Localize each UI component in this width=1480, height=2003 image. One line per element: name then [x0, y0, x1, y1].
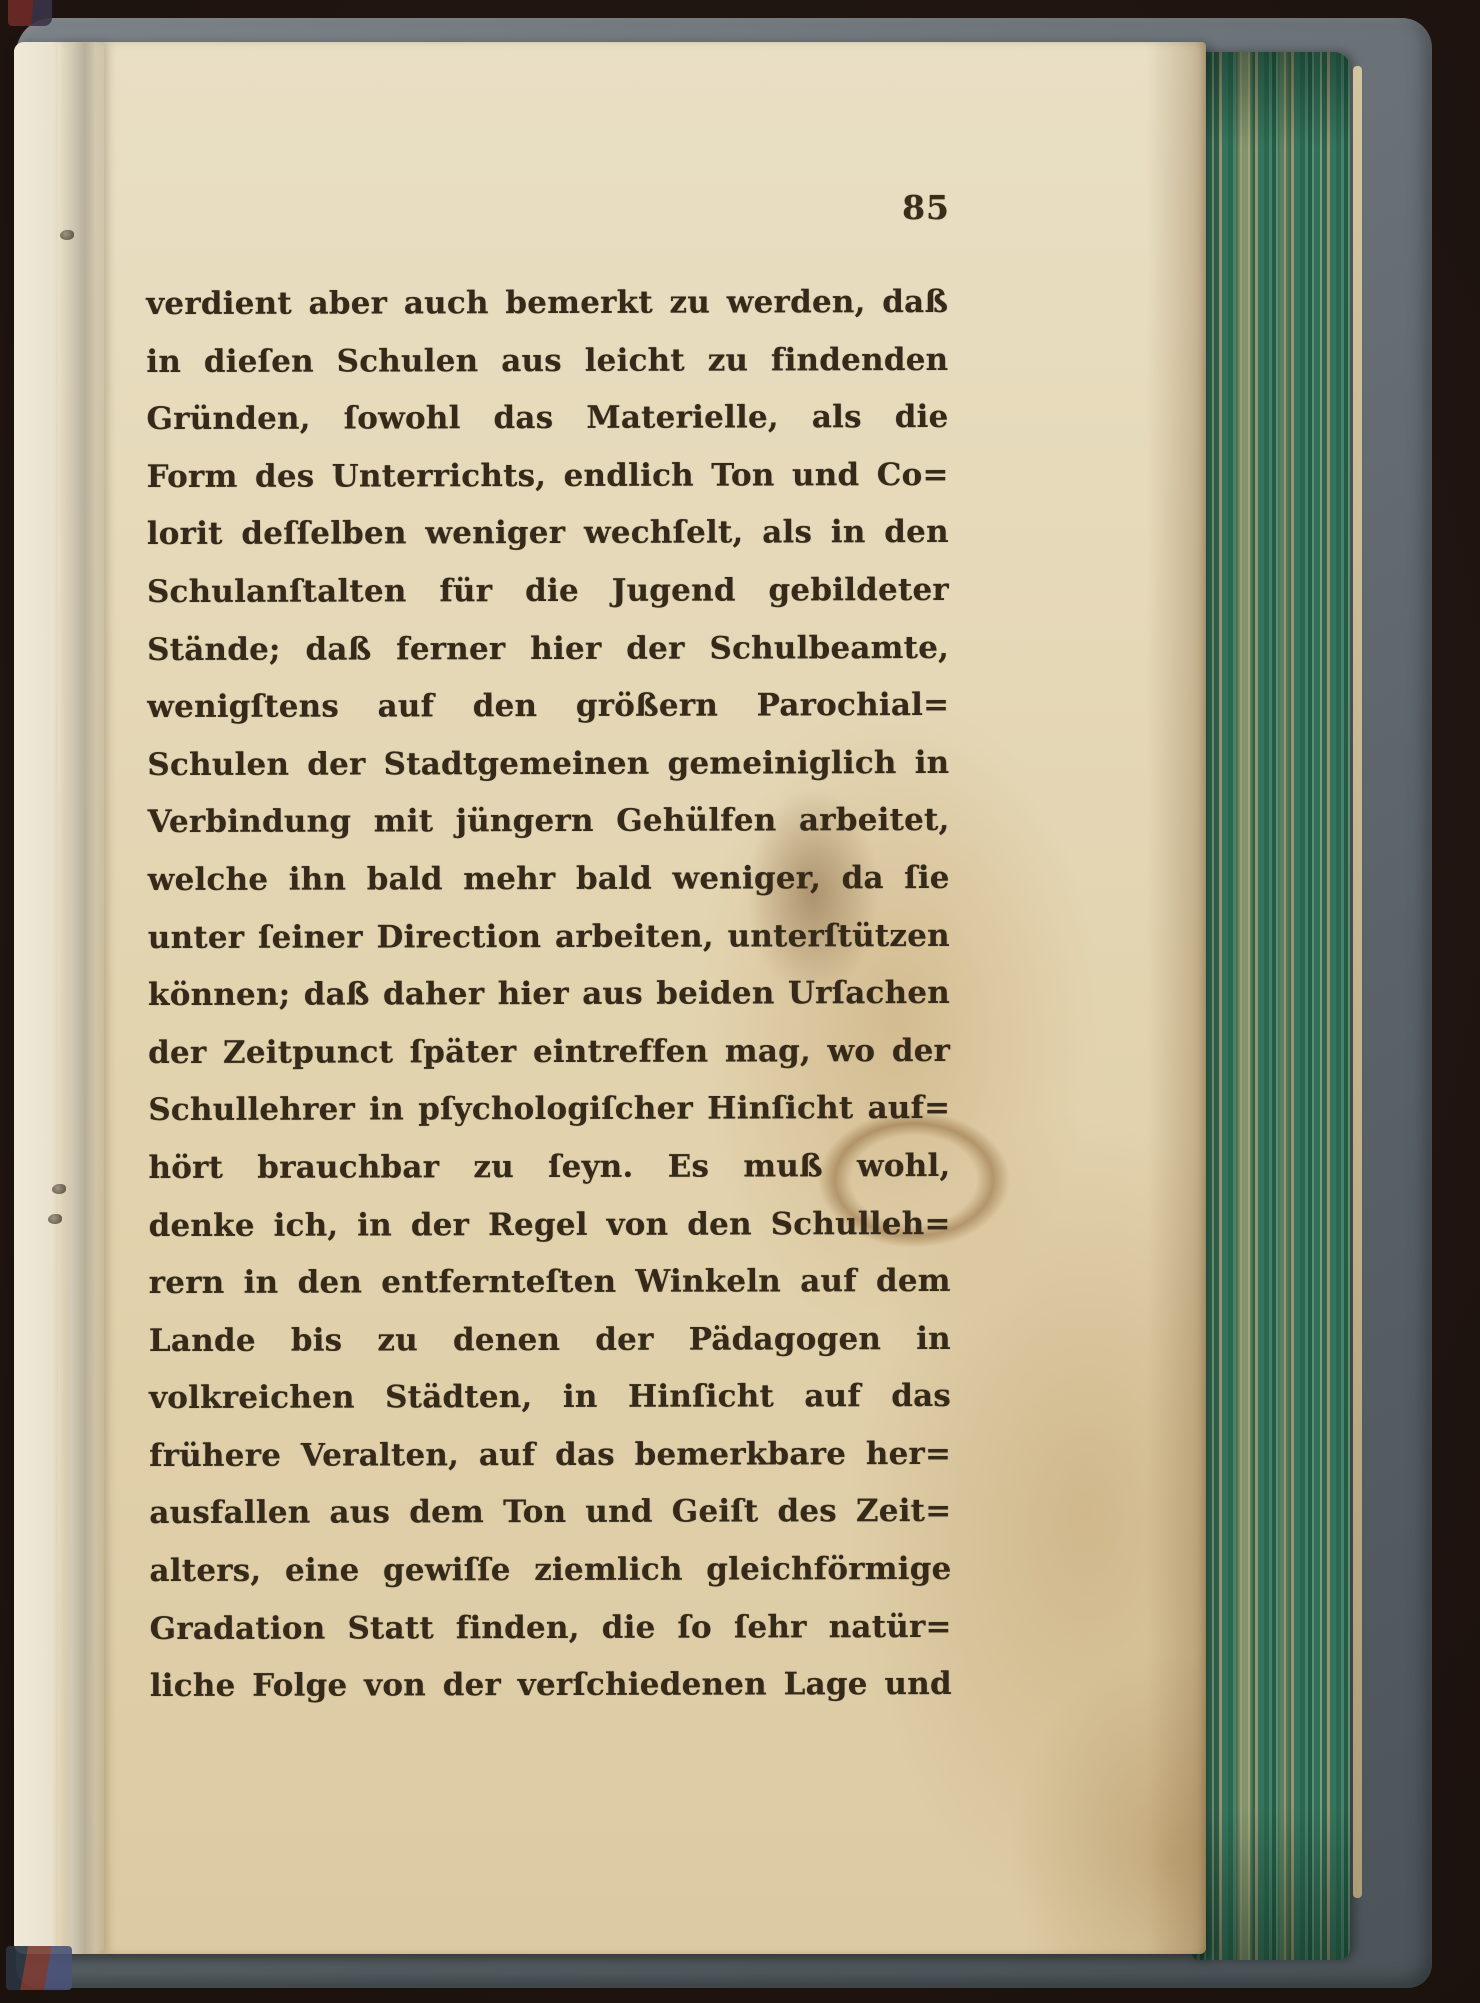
text-line: können; daß daher hier aus beiden Urſachen [147, 975, 951, 1014]
text-line: in dieſen Schulen aus leicht zu findenden [146, 341, 949, 380]
text-line: welche ihn bald mehr bald weniger, da ſie [147, 859, 950, 898]
text-line: verdient aber auch bemerkt zu werden, daß [146, 283, 949, 323]
text-line: Schullehrer in pſychologiſcher Hinſicht auf= [148, 1090, 951, 1129]
marbled-board-corner-bottom [6, 1946, 72, 1990]
text-line: lorit deſſelben weniger wechſelt, als in den [146, 514, 949, 553]
text-line: Lande bis zu denen der Pädagogen in [148, 1320, 951, 1359]
page-number: 85 [902, 188, 950, 227]
text-line: liche Folge von der verſchiedenen Lage und [149, 1666, 952, 1705]
text-line: hört brauchbar zu ſeyn. Es muß wohl, [148, 1147, 951, 1186]
text-line: Schulen der Stadtgemeinen gemeiniglich in [147, 744, 950, 783]
text-line: Form des Unterrichts, endlich Ton und Co= [146, 456, 949, 495]
text-line: Gründen, ſowohl das Materielle, als die [146, 399, 949, 438]
text-line: frühere Veralten, auf das bemerkbare her= [149, 1435, 952, 1474]
text-line: Schulanſtalten für die Jugend gebildeter [146, 571, 949, 611]
text-line: rern in den entfernteſten Winkeln auf dem [148, 1263, 951, 1302]
gutter-ridge [58, 42, 104, 1954]
stitch-hole [52, 1184, 66, 1194]
text-line: der Zeitpunct ſpäter eintreffen mag, wo der [148, 1032, 951, 1071]
text-line: denke ich, in der Regel von den Schulleh= [148, 1205, 951, 1244]
text-line: unter ſeiner Direction arbeiten, unterſtützen [147, 917, 950, 956]
text-line: ausfallen aus dem Ton und Geiſt des Zeit= [149, 1493, 952, 1532]
text-line: Verbindung mit jüngern Gehülfen arbeitet, [147, 802, 950, 841]
stitch-hole [48, 1214, 62, 1224]
text-line: wenigſtens auf den größern Parochial= [147, 687, 950, 726]
text-line: Stände; daß ferner hier der Schulbeamte, [147, 629, 950, 668]
stitch-hole [60, 230, 74, 240]
book-fore-edge-pages [1192, 52, 1350, 1960]
book-page [14, 42, 1206, 1954]
text-line: volkreichen Städten, in Hinſicht auf das [149, 1378, 952, 1417]
marbled-board-corner-top [8, 0, 52, 26]
text-line: alters, eine gewiſſe ziemlich gleichförmige [149, 1551, 952, 1590]
text-line: Gradation Statt finden, die ſo ſehr natür= [149, 1608, 952, 1647]
body-text [146, 274, 952, 1716]
